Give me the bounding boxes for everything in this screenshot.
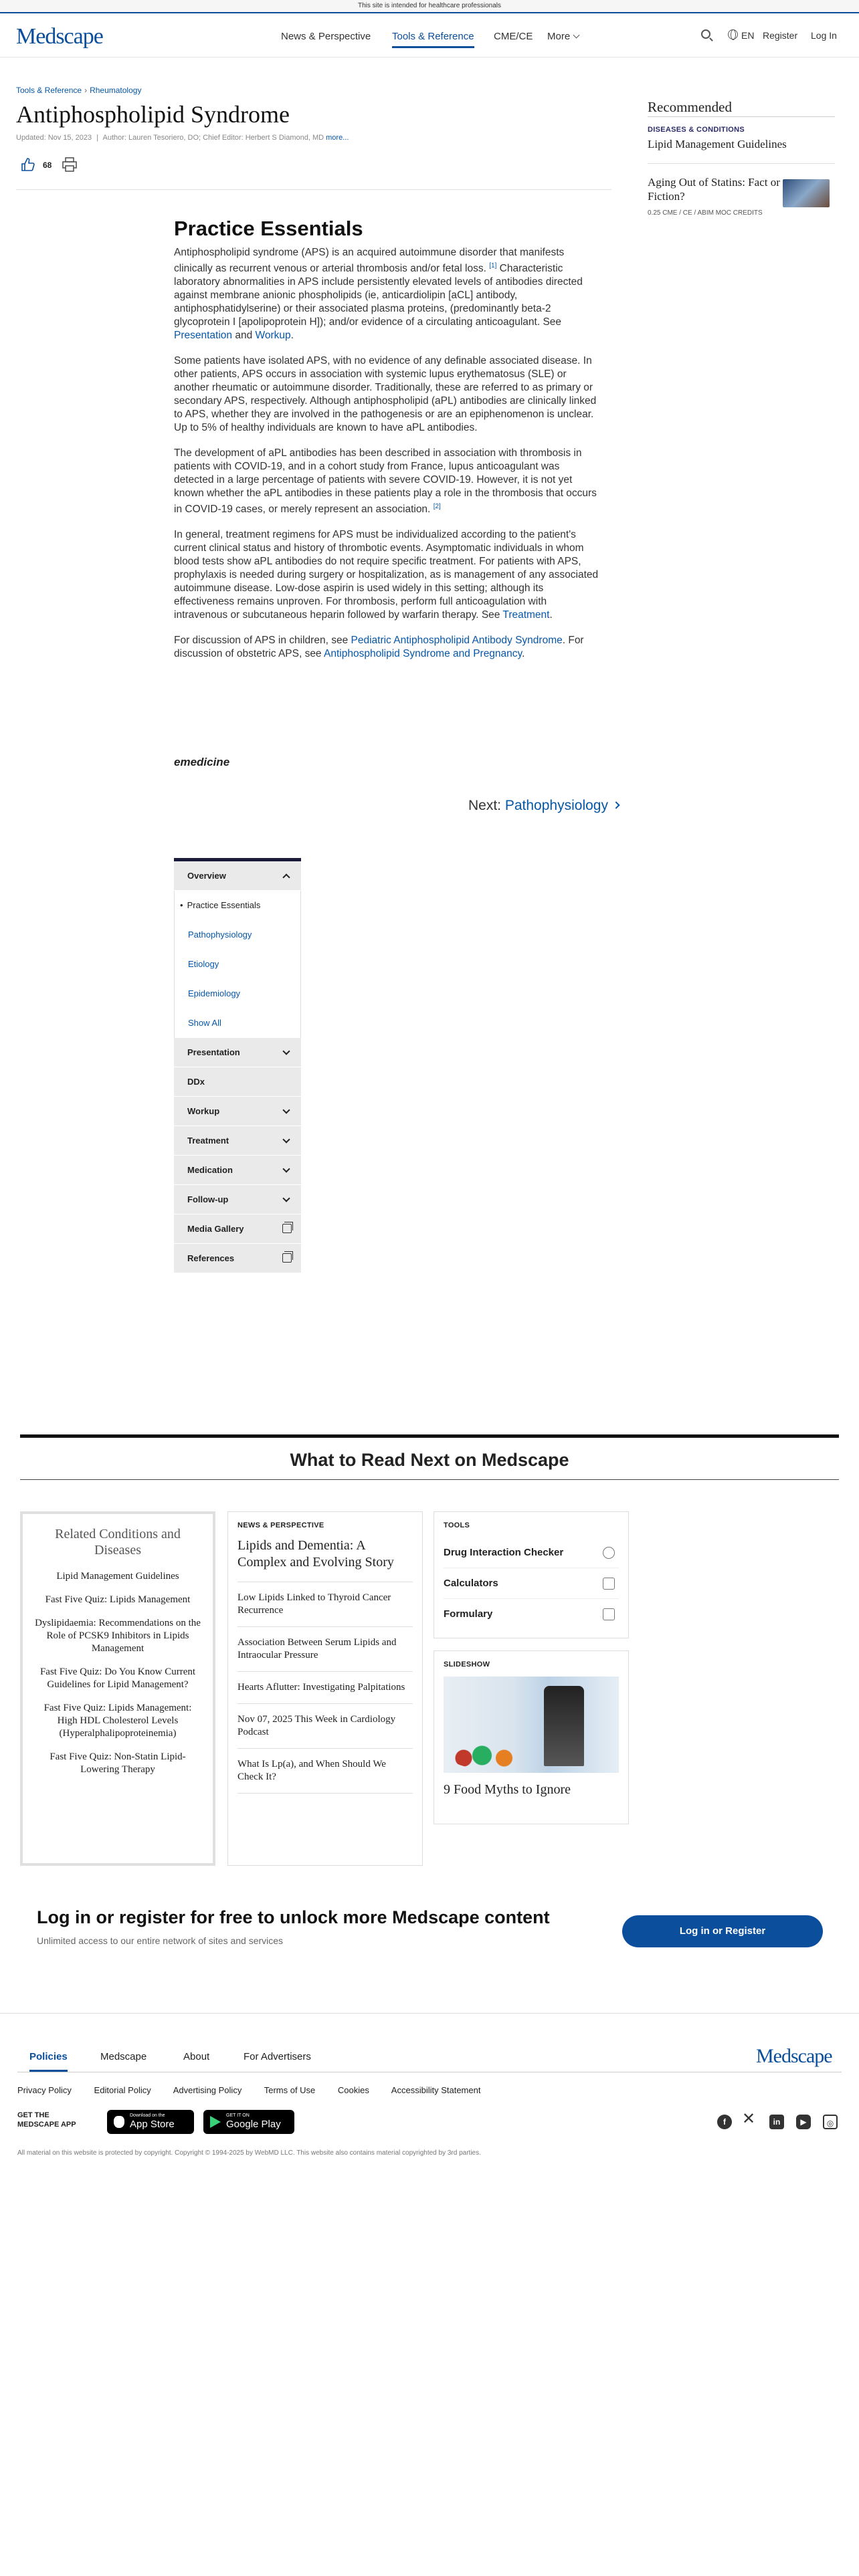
- news-item[interactable]: Low Lipids Linked to Thyroid Cancer Recurrence: [237, 1592, 413, 1627]
- slideshow-card[interactable]: [434, 1650, 629, 1824]
- google-play-icon: [210, 2116, 221, 2128]
- toc-medication[interactable]: Medication: [174, 1156, 301, 1185]
- section-top-bar: [20, 1434, 839, 1438]
- recommended-cme-credits: 0.25 CME / CE / ABIM MOC CREDITS: [648, 209, 763, 217]
- related-conditions-card: [20, 1511, 215, 1866]
- slideshow-category: SLIDESHOW: [444, 1660, 490, 1669]
- tools-card: [434, 1511, 629, 1638]
- drug-interaction-checker-link[interactable]: Drug Interaction Checker: [444, 1537, 619, 1568]
- microscope-graphic: [544, 1686, 584, 1766]
- chevron-right-icon: [612, 801, 619, 809]
- section-heading: Practice Essentials: [174, 217, 363, 240]
- toc-ddx[interactable]: DDx: [174, 1067, 301, 1097]
- footer-nav: [17, 2048, 419, 2072]
- chevron-up-icon: [282, 873, 290, 881]
- nav-more-label: More: [547, 31, 571, 42]
- footer-tab-about[interactable]: About: [183, 2051, 210, 2062]
- footer-tab-advertisers[interactable]: For Advertisers: [244, 2051, 311, 2062]
- toc-show-all[interactable]: Show All: [188, 1018, 221, 1028]
- related-conditions-title: Related Conditions and Diseases: [55, 1527, 181, 1558]
- related-item[interactable]: Fast Five Quiz: Lipids Management: High HDL Cholesterol Levels (Hyperalphalipoproteinemia): [43, 1703, 192, 1739]
- privacy-policy-link[interactable]: Privacy Policy: [17, 2085, 72, 2095]
- advertising-policy-link[interactable]: Advertising Policy: [173, 2085, 242, 2095]
- footer-logo[interactable]: Medscape: [756, 2045, 832, 2067]
- editorial-policy-link[interactable]: Editorial Policy: [94, 2085, 151, 2095]
- terms-of-use-link[interactable]: Terms of Use: [264, 2085, 316, 2095]
- toc-presentation[interactable]: Presentation: [174, 1038, 301, 1067]
- next-section-link[interactable]: [468, 798, 619, 814]
- cta-subtitle: Unlimited access to our entire network of sites and services: [37, 1935, 284, 1946]
- toc-workup[interactable]: Workup: [174, 1097, 301, 1126]
- reference-2[interactable]: [2]: [433, 503, 441, 511]
- vegetables-graphic: [449, 1742, 522, 1769]
- article-body: [174, 217, 602, 673]
- workup-link[interactable]: Workup: [255, 330, 291, 342]
- cookies-link[interactable]: Cookies: [337, 2085, 369, 2095]
- hcp-banner: [0, 0, 859, 13]
- more-authors-link[interactable]: more...: [326, 134, 349, 142]
- toc-epidemiology[interactable]: Epidemiology: [188, 988, 241, 998]
- youtube-icon[interactable]: ▶: [796, 2115, 811, 2129]
- breadcrumb-tools[interactable]: Tools & Reference: [16, 86, 82, 95]
- medscape-logo[interactable]: [16, 24, 103, 49]
- news-item[interactable]: Hearts Aflutter: Investigating Palpitations: [237, 1681, 413, 1704]
- chevron-down-icon: [282, 1047, 290, 1055]
- app-store-button[interactable]: Download on the App Store: [107, 2110, 194, 2134]
- news-item[interactable]: What Is Lp(a), and When Should We Check It?: [237, 1758, 413, 1794]
- toc-media-gallery[interactable]: Media Gallery: [174, 1214, 301, 1244]
- policy-links: [17, 2085, 500, 2095]
- news-item[interactable]: Nov 07, 2025 This Week in Cardiology Podcast: [237, 1713, 413, 1749]
- thumbs-up-icon[interactable]: [20, 156, 36, 173]
- recommended-link[interactable]: Lipid Management Guidelines: [648, 138, 787, 150]
- recommended-cme-thumbnail[interactable]: [783, 179, 830, 207]
- aps-pregnancy-link[interactable]: Antiphospholipid Syndrome and Pregnancy: [324, 648, 522, 660]
- pill-icon: [603, 1547, 615, 1559]
- slideshow-image[interactable]: [444, 1677, 619, 1773]
- reference-1[interactable]: [1]: [489, 262, 497, 270]
- nav-cme[interactable]: CME/CE: [494, 31, 533, 42]
- paragraph-4: In general, treatment regimens for APS must be individualized according to the patient's current clinical status and history of thrombotic events. Asymptomatic individuals in whom blood tests show aPL antibodies do not require specific treatment. For patients with APS, prophylaxis is needed during surgery or hospitalization, as is management of any associated autoimmune disease. Low-dose aspirin is used widely in this setting; although its effectiveness remains unproven. For thrombosis, perform full anticoagulation with intravenous or subcutaneous heparin followed by warfarin therapy. See Treatment.: [174, 529, 599, 621]
- references-icon: [282, 1253, 292, 1263]
- globe-icon[interactable]: [728, 29, 738, 39]
- toc-overview-subitems: [174, 891, 301, 1038]
- presentation-link[interactable]: Presentation: [174, 330, 233, 342]
- chevron-down-icon: [573, 32, 580, 39]
- accessibility-link[interactable]: Accessibility Statement: [391, 2085, 481, 2095]
- toc-pathophysiology[interactable]: Pathophysiology: [188, 930, 252, 940]
- emedicine-logo: emedicine: [174, 756, 230, 768]
- chevron-down-icon: [282, 1194, 290, 1202]
- toc-practice-essentials[interactable]: • Practice Essentials: [175, 891, 300, 920]
- author-line: Author: Lauren Tesoriero, DO; Chief Editor: Herbert S Diamond, MD: [102, 134, 324, 142]
- logo-part-2: scape: [56, 24, 103, 49]
- google-play-button[interactable]: GET IT ON Google Play: [203, 2110, 294, 2134]
- related-item[interactable]: Fast Five Quiz: Do You Know Current Guidelines for Lipid Management?: [39, 1667, 196, 1690]
- fade-overlay: [228, 1819, 422, 1864]
- logo-part-1: Med: [16, 24, 56, 49]
- calculators-link[interactable]: Calculators: [444, 1568, 619, 1599]
- slideshow-title[interactable]: 9 Food Myths to Ignore: [444, 1782, 571, 1797]
- language-selector[interactable]: EN: [741, 30, 755, 41]
- treatment-link[interactable]: Treatment: [502, 609, 550, 621]
- tools-category: TOOLS: [444, 1521, 470, 1529]
- breadcrumb-rheumatology[interactable]: Rheumatology: [90, 86, 142, 95]
- chevron-down-icon: [282, 1165, 290, 1172]
- linkedin-icon[interactable]: in: [769, 2115, 784, 2129]
- breadcrumb: Tools & Reference › Rheumatology: [16, 86, 142, 95]
- instagram-icon[interactable]: ◎: [823, 2115, 838, 2129]
- read-next-heading: What to Read Next on Medscape: [290, 1450, 569, 1470]
- pediatric-aps-link[interactable]: Pediatric Antiphospholipid Antibody Syndrome: [351, 635, 563, 647]
- table-of-contents: [174, 858, 301, 1273]
- divider: [648, 116, 835, 117]
- divider: [16, 189, 611, 190]
- updated-date: Updated: Nov 15, 2023: [16, 134, 92, 142]
- footer-tab-medscape[interactable]: Medscape: [100, 2051, 147, 2062]
- article-meta: Updated: Nov 15, 2023 | Author: Lauren Tesoriero, DO; Chief Editor: Herbert S Diamond, MD more...: [16, 134, 349, 142]
- related-item[interactable]: Fast Five Quiz: Lipids Management: [45, 1594, 191, 1605]
- fade-overlay: [23, 1819, 213, 1863]
- chevron-down-icon: [282, 1136, 290, 1143]
- login-register-button[interactable]: Log in or Register: [622, 1915, 823, 1947]
- page-title: Antiphospholipid Syndrome: [16, 101, 290, 128]
- news-card: [227, 1511, 423, 1866]
- register-link[interactable]: Register: [763, 30, 798, 41]
- gallery-icon: [282, 1224, 292, 1233]
- chevron-down-icon: [282, 1106, 290, 1113]
- paragraph-3: The development of aPL antibodies has been described in association with thrombosis in patients with COVID-19, and in a cohort study from France, lupus anticoagulant was detected in a large percentage of patients with severe COVID-19. However, it is not yet known whether the aPL antibodies in these patients play a role in the thrombosis that occurs in COVID-19 cases, or merely represent an association. [2]: [174, 447, 597, 516]
- related-item[interactable]: Fast Five Quiz: Non-Statin Lipid-Lowering Therapy: [50, 1751, 186, 1775]
- apple-icon: [114, 2116, 124, 2128]
- hcp-banner-text: This site is intended for healthcare professionals: [357, 2, 501, 9]
- copyright-text: All material on this website is protected by copyright. Copyright © 1994-2025 by WebMD LLC. This website also contains material copyrighted by 3rd parties.: [17, 2149, 481, 2157]
- search-icon[interactable]: [701, 29, 710, 39]
- x-icon[interactable]: ✕: [741, 2110, 756, 2128]
- paragraph-2: Some patients have isolated APS, with no evidence of any definable associated disease. In other patients, APS occurs in association with systemic lupus erythematosus (SLE) or another rheumatic or autoimmune disorder. Traditionally, these are referred to as primary or secondary APS, respectively. Although antiphospholipid (aPL) antibodies are clinically linked to APS, whether they are involved in the pathogenesis or are an epiphenomenon is unclear. Up to 5% of healthy individuals are known to have aPL antibodies.: [174, 355, 597, 434]
- nav-tools-reference[interactable]: Tools & Reference: [392, 28, 474, 48]
- toc-etiology[interactable]: Etiology: [188, 959, 219, 969]
- recommended-category: DISEASES & CONDITIONS: [648, 126, 745, 134]
- paragraph-1: Antiphospholipid syndrome (APS) is an acquired autoimmune disorder that manifests clinically as recurrent venous or arterial thrombosis and/or fetal loss. [1] Characteristic laboratory abnormalities in APS include persistently elevated levels of antibodies directed against membrane anionic phospholipids (ie, anticardiolipin [aCL] antibody, antiphosphatidylserine) or their associated plasma proteins, (predominantly beta-2 glycoprotein I [apolipoprotein H]); and/or evidence of a circulating anticoagulant. See Presentation and Workup.: [174, 247, 583, 342]
- toc-follow-up[interactable]: Follow-up: [174, 1185, 301, 1214]
- related-item[interactable]: Lipid Management Guidelines: [56, 1571, 179, 1582]
- nav-more[interactable]: [547, 28, 579, 48]
- recommended-cme-title[interactable]: Aging Out of Statins: Fact or Fiction?: [648, 176, 780, 203]
- paragraph-5: For discussion of APS in children, see Pediatric Antiphospholipid Antibody Syndrome. For discussion of obstetric APS, see Antiphospholipid Syndrome and Pregnancy.: [174, 635, 584, 660]
- divider: [20, 1479, 839, 1480]
- news-category: NEWS & PERSPECTIVE: [237, 1521, 324, 1529]
- next-label: Next:: [468, 798, 502, 813]
- divider: [0, 2013, 859, 2014]
- document-icon: [603, 1608, 615, 1620]
- recommended-heading: Recommended: [648, 99, 732, 115]
- next-section-title[interactable]: Pathophysiology: [504, 798, 608, 813]
- facebook-icon[interactable]: f: [717, 2115, 732, 2129]
- news-item[interactable]: Association Between Serum Lipids and Intraocular Pressure: [237, 1636, 413, 1672]
- related-item[interactable]: Dyslipidaemia: Recommendations on the Role of PCSK9 Inhibitors in Lipids Management: [35, 1618, 201, 1654]
- app-label: GET THE MEDSCAPE APP: [17, 2111, 76, 2129]
- print-icon[interactable]: [62, 156, 78, 173]
- toc-treatment[interactable]: Treatment: [174, 1126, 301, 1156]
- like-count: 68: [43, 160, 52, 170]
- toc-overview[interactable]: Overview: [174, 861, 301, 891]
- footer-tab-policies[interactable]: Policies: [29, 2048, 68, 2072]
- cta-title: Log in or register for free to unlock more Medscape content: [37, 1907, 550, 1927]
- login-link[interactable]: Log In: [811, 30, 837, 41]
- nav-news[interactable]: News & Perspective: [281, 31, 371, 42]
- sliders-icon: [603, 1578, 615, 1590]
- divider: [648, 163, 835, 164]
- formulary-link[interactable]: Formulary: [444, 1599, 619, 1630]
- toc-references[interactable]: References: [174, 1244, 301, 1273]
- news-feature-link[interactable]: Lipids and Dementia: A Complex and Evolving Story: [237, 1537, 413, 1582]
